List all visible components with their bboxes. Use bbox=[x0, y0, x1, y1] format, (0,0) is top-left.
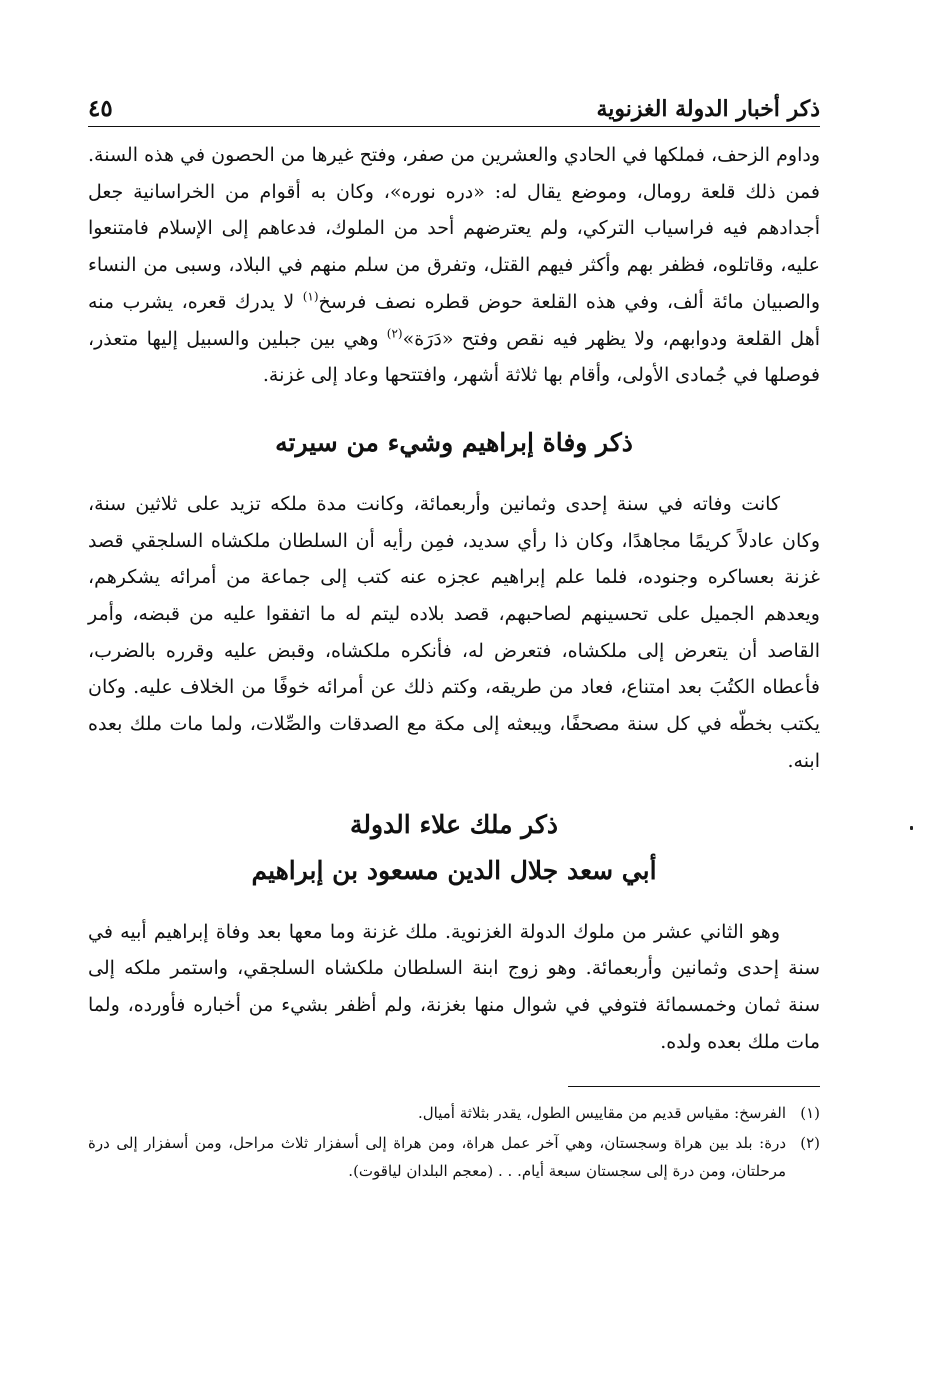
footnote bbox=[88, 1129, 820, 1185]
paragraph bbox=[88, 137, 820, 394]
footnote-reference: (٢) bbox=[386, 326, 403, 341]
paragraph-text: وهي بين جبلين والسبيل إليها متعذر، فوصلها في جُمادى الأولى، وأقام بها ثلاثة أشهر، وافتتحها وعاد إلى غزنة. bbox=[88, 327, 820, 387]
footnote bbox=[88, 1099, 820, 1127]
section-heading: أبي سعد جلال الدين مسعود بن إبراهيم bbox=[251, 855, 657, 885]
running-header bbox=[88, 82, 820, 127]
page-number: ٤٥ bbox=[88, 95, 113, 122]
footnote-text: درة: بلد بين هراة وسجستان، وهي آخر عمل هراة، ومن هراة إلى أسفزار ثلاث مراحل، ومن أسفزار إلى درة مرحلتان، ومن درة إلى سجستان سبعة أيام. . . (معجم البلدان لياقوت). bbox=[88, 1134, 786, 1181]
section-heading: ذكر ملك علاء الدولة bbox=[349, 809, 559, 839]
section-heading: ذكر وفاة إبراهيم وشيء من سيرته bbox=[275, 427, 633, 457]
paragraph: وهو الثاني عشر من ملوك الدولة الغزنوية. ملك غزنة وما معها بعد وفاة إبراهيم أبيه في سنة إحدى وثمانين وأربعمائة. وهو زوج ابنة السلطان ملكشاه السلجقي، واستمر ملكه إلى سنة ثمان وخمسمائة فتوفي في شوال منها بغزنة، ولم أظفر بشيء من أخباره فأورده، ولما مات ملك بعده ولده. bbox=[88, 920, 820, 1053]
paragraph: كانت وفاته في سنة إحدى وثمانين وأربعمائة، وكانت مدة ملكه تزيد على ثلاثين سنة، وكان عادلاً كريمًا مجاهدًا، وكان ذا رأي سديد، فمِن رأيه أن السلطان ملكشاه السلجقي قصد غزنة بعساكره وجنوده، فلما علم إبراهيم عجزه عنه كتب إلى جماعة من أمرائه يشكرهم، ويعدهم الجميل على تحسينهم لصاحبهم، قصد بلاده ليتم له ما اتفقوا عليه من قبضه، وأمر القاصد أن يتعرض إلى ملكشاه، فتعرض له، فأنكره ملكشاه، وقبض عليه وقرره بالضرب، فأعطاه الكتُبَ بعد امتناع، فعاد من طريقه، وكتم ذلك عن أمرائه خوفًا من الخلاف عليه. وكان يكتب بخطّه في كل سنة مصحفًا، ويبعثه إلى مكة مع الصدقات والصِّلات، ولما مات ملك بعده ابنه. bbox=[88, 492, 820, 772]
footnote-reference: (١) bbox=[302, 289, 319, 304]
running-title: ذكر أخبار الدولة الغزنوية bbox=[596, 96, 820, 122]
footnote-divider bbox=[568, 1086, 820, 1087]
footnotes bbox=[88, 1099, 820, 1185]
footnote-text: الفرسخ: مقياس قديم من مقاييس الطول، يقدر بثلاثة أميال. bbox=[418, 1104, 786, 1123]
paragraph-text: وداوم الزحف، فملكها في الحادي والعشرين من صفر، وفتح غيرها من الحصون في هذه السنة. فمن ذلك قلعة رومال، وموضع يقال له: «دره نوره»، وكان به أقوام من الخراسانية جعل أجدادهم فيه فراسياب التركي، ولم يعترضهم أحد من الملوك، فدعاهم إلى الإسلام فامتنعوا عليه، وقاتلوه، فظفر بهم وأكثر فيهم القتل، وتفرق من سلم منهم في البلاد، وسبى من النساء والصبيان مائة ألف، وفي هذه القلعة حوض قطره نصف فرسخ bbox=[88, 144, 820, 313]
footnote-number: (١) bbox=[800, 1104, 820, 1123]
paragraph-text: لا يدرك قعره، يشرب منه أهل القلعة ودوابهم، ولا يظهر فيه نقص وفتح «دَرَة» bbox=[88, 290, 820, 350]
book-page bbox=[88, 82, 820, 1342]
footnote-number: (٢) bbox=[800, 1134, 820, 1153]
scan-speck bbox=[910, 826, 913, 830]
